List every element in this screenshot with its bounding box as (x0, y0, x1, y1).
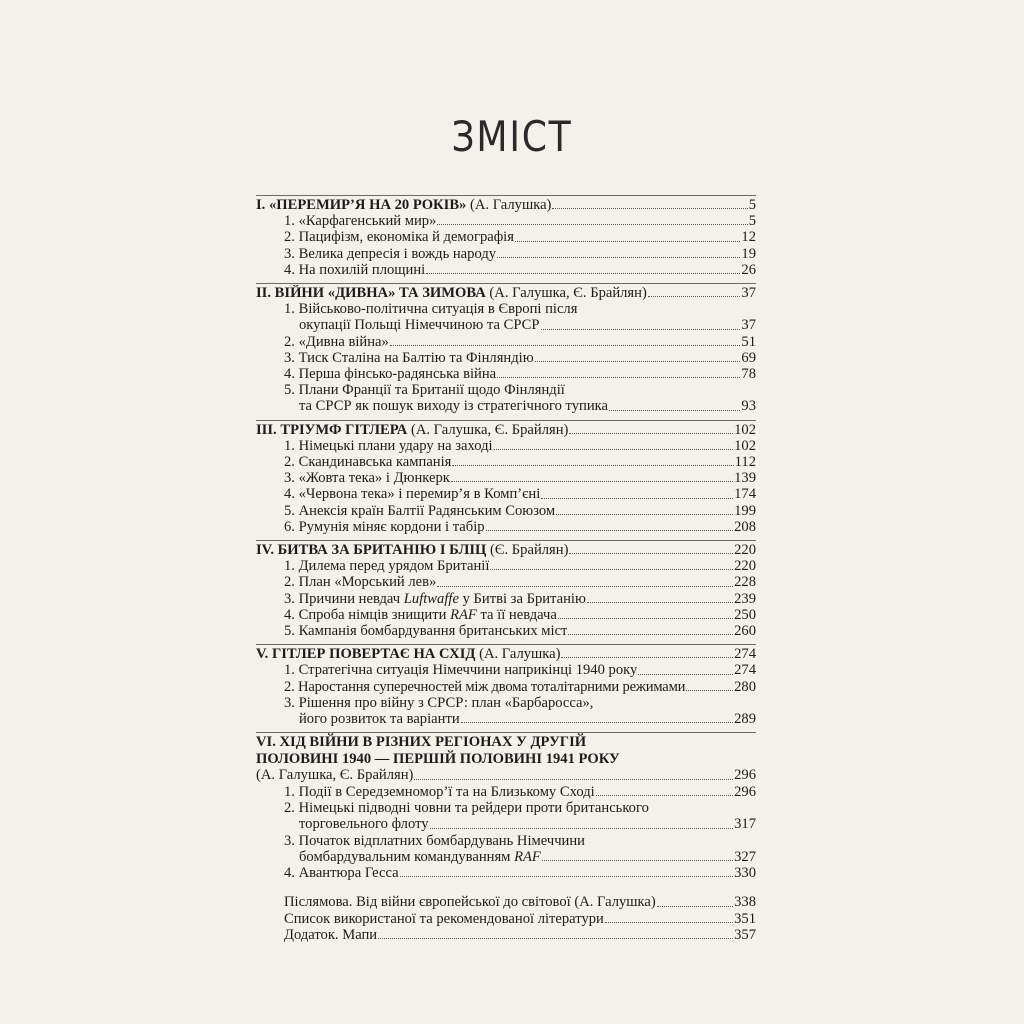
toc-entry[interactable]: 3. Велика депресія і вождь народу 19 (284, 245, 756, 262)
section-5 (256, 644, 756, 727)
toc-entry-afterword[interactable]: Післямова. Від війни європейської до світової (А. Галушка) 338 (284, 894, 756, 911)
toc-entry[interactable]: 5. Анексія країн Балтії Радянським Союзом 199 (284, 502, 756, 519)
toc-entry[interactable]: 6. Румунія міняє кордони і табір 208 (284, 518, 756, 535)
section-divider (256, 540, 756, 541)
toc-entry-bibliography[interactable]: Список використаної та рекомендованої літератури 351 (284, 910, 756, 927)
toc-entry[interactable]: 1. Німецькі плани удару на заході 102 (284, 437, 756, 454)
toc-entry[interactable]: 3. Тиск Сталіна на Балтію та Фінляндію 69 (284, 349, 756, 366)
page-title: ЗМІСТ (451, 112, 573, 161)
toc-entry[interactable]: 3. Рішення про війну з СРСР: план «Барбаросса», його розвиток та варіанти 289 (284, 694, 756, 728)
page-number: 5 (748, 197, 756, 213)
section-divider (256, 644, 756, 645)
back-matter (256, 894, 756, 943)
toc-entry[interactable]: 1. Стратегічна ситуація Німеччини наприкінці 1940 року 274 (284, 662, 756, 679)
table-of-contents (256, 190, 756, 943)
section-heading[interactable]: V. ГІТЛЕР ПОВЕРТАЄ НА СХІД (А. Галушка) 274 (256, 646, 756, 663)
section-heading[interactable]: VI. ХІД ВІЙНИ В РІЗНИХ РЕГІОНАХ У ДРУГІЙ ПОЛОВИНІ 1940 — ПЕРШІЙ ПОЛОВИНІ 1941 РОКУ (А. Галушка, Є. Брайлян) 296 (256, 734, 756, 784)
toc-entry[interactable]: 2. Наростання суперечностей між двома тоталітарними режимами 280 (284, 678, 756, 695)
toc-entry[interactable]: 4. Перша фінсько-радянська війна 78 (284, 366, 756, 383)
section-4 (256, 540, 756, 639)
toc-entry[interactable]: 1. Військово-політична ситуація в Європі після окупації Польщі Німеччиною та СРСР 37 (284, 301, 756, 334)
section-divider (256, 195, 756, 196)
toc-entry[interactable]: 2. План «Морський лев» 228 (284, 574, 756, 591)
toc-entry[interactable]: 4. На похилій площині 26 (284, 261, 756, 278)
toc-entry-maps[interactable]: Додаток. Мапи 357 (284, 926, 756, 943)
toc-entry[interactable]: 2. «Дивна війна» 51 (284, 333, 756, 350)
toc-entry[interactable]: 5. Кампанія бомбардування британських міст 260 (284, 623, 756, 640)
toc-entry[interactable]: 4. Авантюра Гесса 330 (284, 865, 756, 882)
section-divider (256, 420, 756, 421)
section-heading[interactable]: І. «ПЕРЕМИР’Я НА 20 РОКІВ» (А. Галушка) 5 (256, 197, 756, 213)
toc-entry[interactable]: 1. Дилема перед урядом Британії 220 (284, 558, 756, 575)
section-3 (256, 420, 756, 535)
toc-entry[interactable]: 3. Причини невдач Luftwaffe у Битві за Британію 239 (284, 590, 756, 607)
toc-entry[interactable]: 2. Пацифізм, економіка й демографія 12 (284, 229, 756, 246)
toc-entry[interactable]: 5. Плани Франції та Британії щодо Фінляндії та СРСР як пошук виходу із стратегічного тупика 93 (284, 382, 756, 415)
section-heading[interactable]: IV. БИТВА ЗА БРИТАНІЮ І БЛІЦ (Є. Брайлян) 220 (256, 542, 756, 559)
toc-entry[interactable]: 3. «Жовта тека» і Дюнкерк 139 (284, 470, 756, 487)
toc-entry[interactable]: 2. Скандинавська кампанія 112 (284, 454, 756, 471)
section-divider (256, 283, 756, 284)
toc-entry[interactable]: 4. «Червона тека» і перемир’я в Комп’єні 174 (284, 486, 756, 503)
toc-entry[interactable]: 2. Німецькі підводні човни та рейдери проти британського торговельного флоту 317 (284, 800, 756, 833)
toc-entry[interactable]: 1. Події в Середземномор’ї та на Близькому Сході 296 (284, 784, 756, 801)
toc-entry[interactable]: 1. «Карфагенський мир» 5 (284, 213, 756, 230)
section-heading[interactable]: ІІІ. ТРІУМФ ГІТЛЕРА (А. Галушка, Є. Брайлян) 102 (256, 421, 756, 438)
toc-entry[interactable]: 3. Початок відплатних бомбардувань Німеччини бомбардувальним командуванням RAF 327 (284, 832, 756, 865)
section-2 (256, 283, 756, 415)
section-heading[interactable]: ІІ. ВІЙНИ «ДИВНА» ТА ЗИМОВА (А. Галушка, Є. Брайлян) 37 (256, 285, 756, 302)
toc-entry[interactable]: 4. Спроба німців знищити RAF та її невдача 250 (284, 606, 756, 623)
section-1 (256, 195, 756, 278)
section-6 (256, 732, 756, 881)
